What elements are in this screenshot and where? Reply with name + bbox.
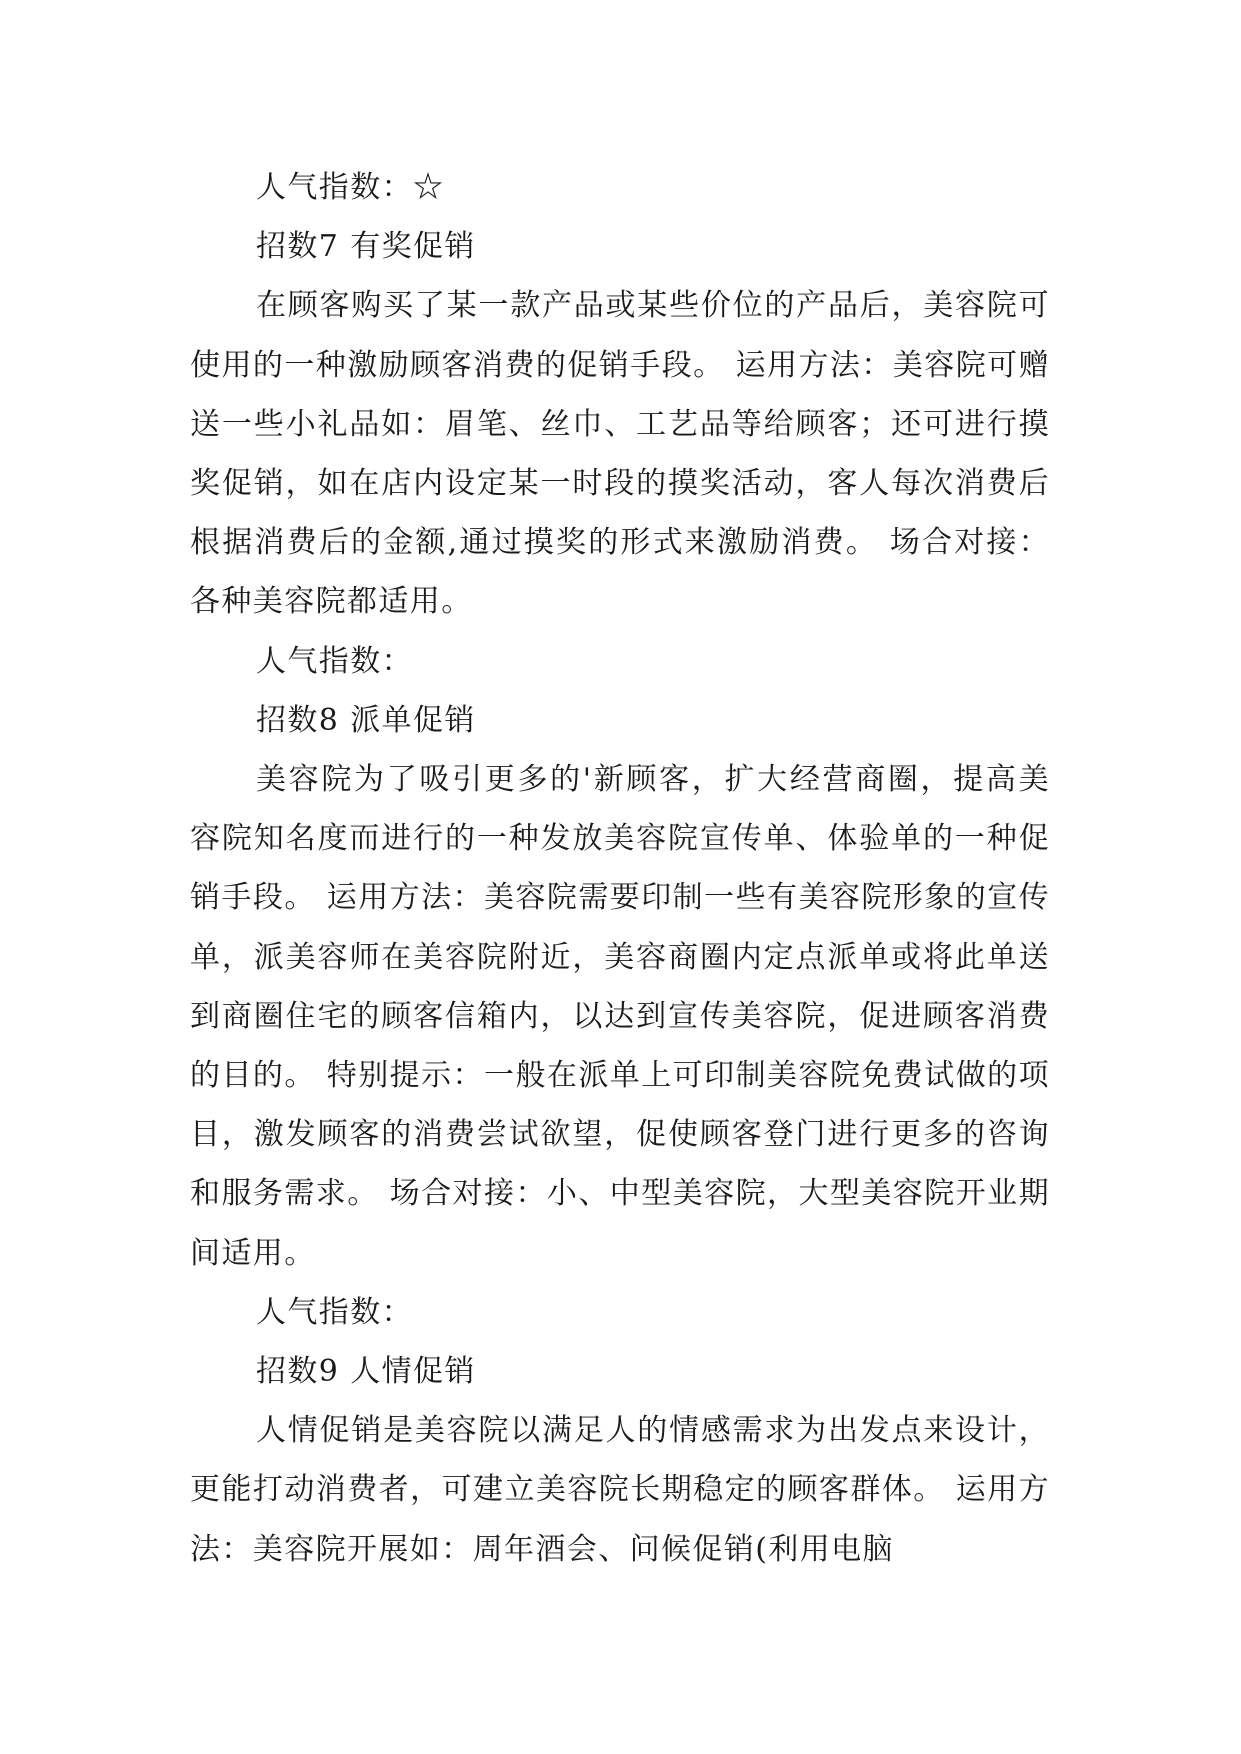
section-body-7: 在顾客购买了某一款产品或某些价位的产品后，美容院可使用的一种激励顾客消费的促销手段。 运用方法：美容院可赠送一些小礼品如：眉笔、丝巾、工艺品等给顾客；还可进行摸奖促销，如在店内设定某一时段的摸奖活动，客人每次消费后根据消费后的金额,通过摸奖的形式来激励消费。 场合对接：各种美容院都适用。 xyxy=(190,288,1050,620)
section-body-9: 人情促销是美容院以满足人的情感需求为出发点来设计，更能打动消费者，可建立美容院长期稳定的顾客群体。 运用方法：美容院开展如：周年酒会、问候促销(利用电脑 xyxy=(190,1413,1050,1567)
section-heading-7: 招数7 有奖促销 xyxy=(256,229,476,265)
popularity-rating: 人气指数：☆ xyxy=(256,170,445,205)
popularity-rating: 人气指数： xyxy=(256,643,413,679)
section-body-8: 美容院为了吸引更多的'新顾客，扩大经营商圈，提高美容院知名度而进行的一种发放美容院宣传单、体验单的一种促销手段。 运用方法：美容院需要印制一些有美容院形象的宣传单，派美容师在美容院附近，美容商圈内定点派单或将此单送到商圈住宅的顾客信箱内，以达到宣传美容院，促进顾客消费的目的。 特别提示：一般在派单上可印制美容院免费试做的项目，激发顾客的消费尝试欲望，促使顾客登门进行更多的咨询和服务需求。 场合对接：小、中型美容院，大型美容院开业期间适用。 xyxy=(190,762,1050,1271)
document-body xyxy=(190,158,1050,1579)
section-heading-9: 招数9 人情促销 xyxy=(256,1354,476,1390)
popularity-rating: 人气指数： xyxy=(256,1294,413,1330)
section-heading-8: 招数8 派单促销 xyxy=(256,702,476,738)
